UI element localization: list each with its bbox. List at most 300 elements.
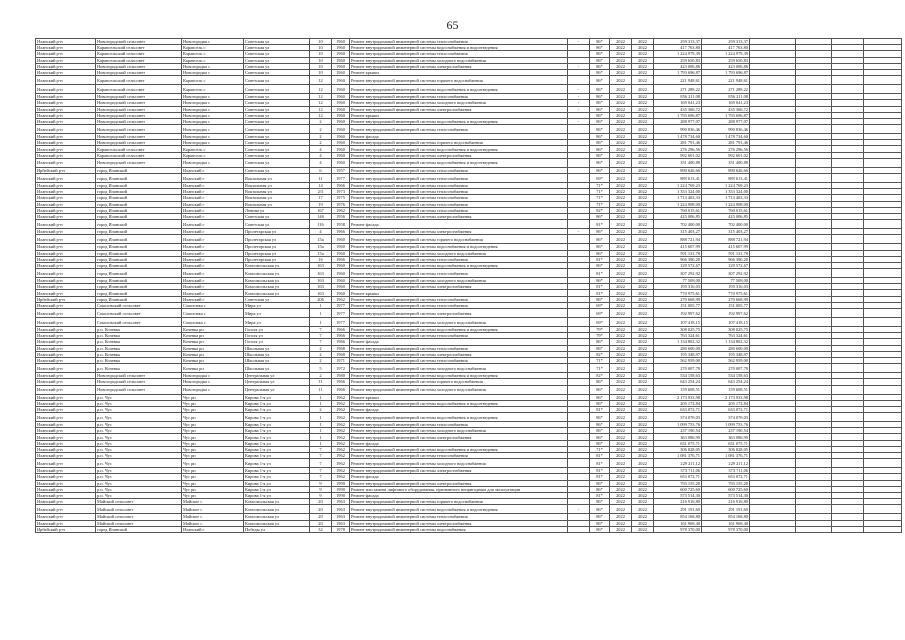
table-cell: 86* — [590, 250, 610, 256]
table-cell: 2022 — [610, 213, 632, 219]
table-cell: 86* — [590, 379, 610, 385]
table-cell: Советская ул — [244, 118, 310, 124]
table-row — [36, 158, 902, 167]
table-cell: город Иланский — [96, 229, 182, 235]
table-cell: 2022 — [632, 413, 654, 422]
table-cell: Иланский р-н — [36, 201, 96, 207]
empty-cell — [864, 125, 902, 134]
table-cell: 423 006,85 — [702, 213, 750, 219]
table-cell: Вокзальная ул — [244, 183, 310, 189]
table-cell: Новогородка с — [182, 385, 244, 394]
table-cell: 2022 — [632, 302, 654, 308]
table-cell: Ремонт внутридомовой инженерной системы теплоснабжения — [350, 51, 568, 57]
table-cell: Ремонт внутридомовой инженерной системы электроснабжения — [350, 434, 568, 440]
table-cell: 2022 — [610, 446, 632, 452]
table-cell: Карапсельский сельсовет — [96, 76, 182, 85]
table-cell: 1960 — [332, 158, 350, 167]
table-cell: 415 607,99 — [654, 244, 702, 250]
table-cell: Ремонт внутридомовой инженерной системы водоснабжения — [350, 526, 568, 532]
table-cell: Иланский р-н — [36, 499, 96, 505]
table-cell: 1962 — [332, 413, 350, 422]
table-cell: 315 403,27 — [702, 229, 750, 235]
table-cell: Пролетарская ул — [244, 250, 310, 256]
table-cell: город Иланский — [96, 201, 182, 207]
table-cell: Кирова 1-я ул — [244, 434, 310, 440]
table-cell: Иланский р-н — [36, 468, 96, 474]
table-cell: 2/5 — [310, 189, 332, 195]
table-cell: Иланский р-н — [36, 174, 96, 183]
table-cell: 653 072,71 — [702, 474, 750, 480]
empty-cell — [750, 125, 796, 134]
table-cell: 643 254,24 — [702, 379, 750, 385]
table-cell: Иланский р-н — [36, 333, 96, 339]
table-cell: 2022 — [632, 213, 654, 219]
table-cell: 2022 — [610, 296, 632, 302]
table-cell: город Иланский — [96, 256, 182, 262]
table-cell: Иланский р-н — [36, 357, 96, 363]
table-cell: 169 041,23 — [654, 100, 702, 106]
table-cell: Иланский р-н — [36, 428, 96, 434]
table-cell: Иланский р-н — [36, 106, 96, 112]
table-cell: Ремонт внутридомовой инженерной системы электроснабжения — [350, 520, 568, 526]
table-cell: 2022 — [610, 134, 632, 140]
table-cell: Ремонт внутридомовой инженерной системы теплоснабжения — [350, 296, 568, 302]
table-cell: Иланский г — [182, 278, 244, 284]
table-cell — [568, 125, 590, 134]
empty-cell — [832, 235, 864, 244]
table-cell: Ирбейский р-н — [36, 167, 96, 173]
table-cell: 2022 — [632, 125, 654, 134]
table-cell: Иланский р-н — [36, 486, 96, 492]
table-cell: 2022 — [610, 140, 632, 146]
table-cell: 5 — [310, 364, 332, 373]
table-cell: 1966 — [332, 229, 350, 235]
table-cell: 81* — [590, 468, 610, 474]
table-cell: 793 155,20 — [702, 480, 750, 486]
table-cell: - — [568, 39, 590, 45]
table-cell: Иланский р-н — [36, 379, 96, 385]
empty-cell — [796, 174, 832, 183]
table-cell: Чус рп — [182, 446, 244, 452]
table-cell: Иланский р-н — [36, 453, 96, 459]
empty-cell — [750, 309, 796, 318]
table-cell: 86* — [590, 514, 610, 520]
table-cell: Ремонт внутридомовой инженерной системы электроснабжения — [350, 213, 568, 219]
table-cell: Советская ул — [244, 39, 310, 45]
table-cell: 9 — [310, 480, 332, 486]
table-cell: 2022 — [610, 63, 632, 69]
table-cell: 856 211,08 — [702, 94, 750, 100]
table-cell: 2022 — [632, 468, 654, 474]
table-cell: 1 224 979,39 — [702, 51, 750, 57]
table-cell: Вокзальная ул — [244, 174, 310, 183]
table-cell: 653 072,71 — [654, 474, 702, 480]
table-cell: Иланский р-н — [36, 100, 96, 106]
table-cell: 633 072,71 — [654, 406, 702, 412]
table-cell: 159 608,51 — [702, 385, 750, 394]
empty-cell — [750, 76, 796, 85]
table-cell: 161 969,40 — [702, 520, 750, 526]
table-cell: Иланский г — [182, 284, 244, 290]
table-cell: 86* — [590, 440, 610, 446]
table-cell: Новогородка с — [182, 69, 244, 75]
table-cell: - — [568, 85, 590, 94]
table-cell: Иланский р-н — [36, 207, 96, 213]
table-cell: Иланский р-н — [36, 290, 96, 296]
table-cell: 15а — [310, 244, 332, 250]
table-cell: 2022 — [610, 434, 632, 440]
table-cell: 2022 — [632, 118, 654, 124]
table-cell: 2022 — [610, 284, 632, 290]
table-cell: 2022 — [632, 446, 654, 452]
table-cell: 86* — [590, 413, 610, 422]
table-cell: Ремонт внутридомовой инженерной системы горячего водоснабжения — [350, 76, 568, 85]
table-cell: 15а — [310, 235, 332, 244]
table-cell: 633 072,71 — [702, 406, 750, 412]
table-cell: Иланский р-н — [36, 339, 96, 345]
table-cell: 81* — [590, 220, 610, 229]
table-cell: 1960 — [332, 63, 350, 69]
table-cell: 10 — [310, 39, 332, 45]
table-cell: 2022 — [632, 235, 654, 244]
empty-cell — [864, 85, 902, 94]
table-cell: 1978 — [332, 526, 350, 532]
table-cell: 2022 — [632, 351, 654, 357]
table-cell: 1962 — [332, 453, 350, 459]
table-cell: 2022 — [632, 146, 654, 152]
table-cell: 1962 — [332, 440, 350, 446]
table-cell — [568, 220, 590, 229]
table-cell: 2 — [310, 134, 332, 140]
table-cell: 2022 — [632, 134, 654, 140]
table-cell: Кирова 1-я ул — [244, 480, 310, 486]
table-cell: 7 — [310, 459, 332, 468]
table-cell: 1966 — [332, 385, 350, 394]
table-cell: 2022 — [610, 440, 632, 446]
table-cell: 1 — [310, 318, 332, 327]
table-cell: 990 836,46 — [654, 125, 702, 134]
table-cell: 2 — [310, 345, 332, 351]
table-cell: 11 — [310, 379, 332, 385]
table-cell: 643 254,24 — [654, 379, 702, 385]
table-cell: 206 — [310, 296, 332, 302]
table-cell: Иланский р-н — [36, 474, 96, 480]
table-cell: 288 977,07 — [654, 118, 702, 124]
table-cell: 423 006,85 — [654, 213, 702, 219]
table-cell: Соколовский сельсовет — [96, 318, 182, 327]
table-cell: 2022 — [610, 220, 632, 229]
table-cell: 86* — [590, 422, 610, 428]
table-cell: 1960 — [332, 244, 350, 250]
table-cell — [568, 526, 590, 532]
table-cell: Ремонт внутридомовой инженерной системы водоснабжения и водоотведения — [350, 400, 568, 406]
table-cell: 2022 — [632, 262, 654, 268]
table-cell: 1963 — [332, 520, 350, 526]
table-cell: 195 316,03 — [702, 284, 750, 290]
table-cell: 10 — [310, 45, 332, 51]
table-cell: Ремонт внутридомовой инженерной системы водоснабжения и водоотведения — [350, 373, 568, 379]
table-cell: 573 514,30 — [654, 492, 702, 498]
table-cell: Гоголя ул — [244, 333, 310, 339]
table-cell: город Иланский — [96, 189, 182, 195]
table-cell: 259 650,83 — [654, 57, 702, 63]
table-cell: Иланский р-н — [36, 327, 96, 333]
table-cell: 600 725,60 — [654, 486, 702, 492]
table-cell: Советская ул — [244, 296, 310, 302]
table-cell: 351 400,88 — [702, 158, 750, 167]
table-cell: 12 — [310, 100, 332, 106]
table-cell: 1962 — [332, 468, 350, 474]
table-cell: город Иланский — [96, 244, 182, 250]
table-cell: 71* — [590, 201, 610, 207]
table-cell: 2022 — [632, 520, 654, 526]
table-cell: 2 — [310, 118, 332, 124]
table-cell: Иланский р-н — [36, 302, 96, 308]
empty-cell — [796, 505, 832, 514]
table-cell: 1960 — [332, 118, 350, 124]
table-cell: 82* — [590, 207, 610, 213]
table-cell: 562 959,00 — [702, 357, 750, 363]
table-cell: 276 296,56 — [654, 146, 702, 152]
table-cell: 2022 — [610, 235, 632, 244]
table-cell: Ремонт внутридомовой инженерной системы теплоснабжения — [350, 189, 568, 195]
table-cell: 7 — [310, 468, 332, 474]
table-cell: 1960 — [332, 125, 350, 134]
empty-cell — [864, 220, 902, 229]
table-cell: 71* — [590, 189, 610, 195]
table-cell: Советская ул — [244, 112, 310, 118]
table-cell: Чус рп — [182, 406, 244, 412]
table-cell: Гоголя ул — [244, 327, 310, 333]
empty-cell — [864, 459, 902, 468]
table-cell: Ремонт фасада — [350, 440, 568, 446]
table-cell: 11 — [310, 385, 332, 394]
table-cell: 205 172,84 — [702, 400, 750, 406]
table-cell: Кочевка рп — [182, 339, 244, 345]
empty-cell — [750, 505, 796, 514]
table-cell: 82* — [590, 351, 610, 357]
table-cell — [568, 235, 590, 244]
table-cell: р.п. Чус — [96, 453, 182, 459]
table-cell: 2022 — [632, 269, 654, 278]
empty-cell — [832, 174, 864, 183]
table-cell: Карапсельский сельсовет — [96, 51, 182, 57]
table-cell: 2022 — [632, 339, 654, 345]
table-cell: 1960 — [332, 290, 350, 296]
table-cell: 2022 — [632, 244, 654, 250]
table-cell: 163 — [310, 284, 332, 290]
table-cell: 2022 — [610, 69, 632, 75]
table-cell: 2022 — [610, 76, 632, 85]
table-cell: 192 997,62 — [654, 309, 702, 318]
table-cell: Ремонт внутридомовой инженерной системы водоснабжения и водоотведения — [350, 262, 568, 268]
table-cell: 1960 — [332, 269, 350, 278]
table-cell: 81* — [590, 474, 610, 480]
table-cell: 2022 — [632, 106, 654, 112]
table-cell: 1 — [310, 302, 332, 308]
empty-cell — [864, 526, 902, 532]
table-cell: 86* — [590, 213, 610, 219]
table-row — [36, 526, 902, 532]
table-cell: Ремонт внутридомовой инженерной системы теплоснабжения — [350, 167, 568, 173]
table-cell: Ремонт внутридомовой инженерной системы теплоснабжения — [350, 333, 568, 339]
table-cell: 1 — [310, 428, 332, 434]
table-row — [36, 364, 902, 373]
repair-program-table — [35, 38, 902, 533]
table-cell: 1960 — [332, 57, 350, 63]
table-cell: Ремонт внутридомовой инженерной системы горячего водоснабжения — [350, 140, 568, 146]
table-cell: Чус рп — [182, 459, 244, 468]
table-cell: 1960 — [332, 106, 350, 112]
table-cell: 20 — [310, 505, 332, 514]
table-cell: 2022 — [632, 45, 654, 51]
table-cell: 86* — [590, 57, 610, 63]
table-cell: 2022 — [610, 486, 632, 492]
table-cell: 2022 — [610, 100, 632, 106]
table-cell: 1962 — [332, 400, 350, 406]
table-cell: Ремонт внутридомовой инженерной системы холодного водоснабжения — [350, 364, 568, 373]
table-cell: Ремонт внутридомовой инженерной системы водоснабжения и водоотведения — [350, 413, 568, 422]
table-cell: 229 211,12 — [654, 459, 702, 468]
table-cell: 1977 — [332, 302, 350, 308]
table-cell: Иланский р-н — [36, 51, 96, 57]
table-cell: 192 997,62 — [702, 309, 750, 318]
table-cell: Иланский р-н — [36, 422, 96, 428]
table-cell: 307 292,92 — [654, 269, 702, 278]
table-cell: Новогородский сельсовет — [96, 63, 182, 69]
table-cell: 1962 — [332, 207, 350, 213]
table-cell: Иланский р-н — [36, 269, 96, 278]
table-cell: Майское с — [182, 520, 244, 526]
table-cell: 221 948,61 — [654, 76, 702, 85]
table-cell: 1960 — [332, 262, 350, 268]
empty-cell — [750, 364, 796, 373]
table-cell: 423 006,86 — [702, 63, 750, 69]
table-cell: Майский сельсовет — [96, 505, 182, 514]
empty-cell — [796, 85, 832, 94]
table-cell: 86* — [590, 400, 610, 406]
table-cell: Кирова 1-я ул — [244, 446, 310, 452]
table-cell: 1960 — [332, 69, 350, 75]
table-cell: 2022 — [632, 499, 654, 505]
table-cell: 86* — [590, 125, 610, 134]
table-cell: 2022 — [632, 514, 654, 520]
table-cell: Ремонт внутридомовой инженерной системы теплоснабжения — [350, 195, 568, 201]
table-cell: Ремонт внутридомовой инженерной системы электроснабжения — [350, 152, 568, 158]
table-cell: Новогородский сельсовет — [96, 39, 182, 45]
table-cell: 1 081 376,71 — [702, 453, 750, 459]
table-cell: 1 713 403,33 — [654, 195, 702, 201]
table-cell: Иланский г — [182, 256, 244, 262]
table-cell: 86* — [590, 339, 610, 345]
table-cell: Иланский г — [182, 195, 244, 201]
table-cell: 1960 — [332, 85, 350, 94]
table-cell: р.п. Чус — [96, 474, 182, 480]
table-cell: 1956 — [332, 213, 350, 219]
table-cell: Иланский р-н — [36, 446, 96, 452]
table-cell: Иланский р-н — [36, 39, 96, 45]
table-cell: Советская ул — [244, 63, 310, 69]
table-cell: 12 — [310, 106, 332, 112]
table-cell: Иланский р-н — [36, 400, 96, 406]
table-cell: 6 — [310, 167, 332, 173]
table-cell: 308 025,75 — [654, 327, 702, 333]
table-cell: Советская ул — [244, 213, 310, 219]
table-row — [36, 125, 902, 134]
table-cell: 270 668,99 — [654, 296, 702, 302]
table-cell: 86* — [590, 235, 610, 244]
table-cell: р.п. Чус — [96, 440, 182, 446]
table-cell: 2022 — [610, 514, 632, 520]
table-cell: 1990 — [332, 486, 350, 492]
empty-cell — [750, 318, 796, 327]
table-cell — [568, 385, 590, 394]
table-cell: Ремонт крыши — [350, 394, 568, 400]
table-cell: р.п. Кочевка — [96, 333, 182, 339]
table-cell: 600 725,60 — [702, 486, 750, 492]
table-cell: 2022 — [610, 474, 632, 480]
table-cell: Ремонт внутридомовой инженерной системы водоснабжения и водоотведения — [350, 158, 568, 167]
empty-cell — [864, 76, 902, 85]
table-cell: 161 969,40 — [654, 520, 702, 526]
table-cell: 2022 — [632, 422, 654, 428]
table-cell: Иланский г — [182, 526, 244, 532]
table-cell: 1 — [310, 394, 332, 400]
table-cell: 4 — [310, 152, 332, 158]
table-cell: Иланский р-н — [36, 76, 96, 85]
table-cell: Кочевка рп — [182, 351, 244, 357]
table-cell: Иланский р-н — [36, 394, 96, 400]
table-cell: Иланский р-н — [36, 183, 96, 189]
table-cell: 2022 — [632, 486, 654, 492]
table-cell: 291 191,60 — [654, 505, 702, 514]
table-cell: 2022 — [610, 345, 632, 351]
table-cell: р.п. Кочевка — [96, 364, 182, 373]
table-cell: 978 370,00 — [702, 526, 750, 532]
table-cell: 2022 — [610, 459, 632, 468]
table-cell: 591 131,78 — [702, 250, 750, 256]
table-cell: 2022 — [632, 309, 654, 318]
table-cell: Иланский р-н — [36, 256, 96, 262]
table-row — [36, 413, 902, 422]
table-cell: 2022 — [632, 333, 654, 339]
table-cell: Ремонт внутридомовой инженерной системы горячего водоснабжения — [350, 235, 568, 244]
table-cell: 2 — [310, 125, 332, 134]
table-cell: Ремонт внутридомовой инженерной системы теплоснабжения — [350, 453, 568, 459]
table-cell: Иланский р-н — [36, 440, 96, 446]
table-cell: Центральная ул — [244, 379, 310, 385]
table-cell: 889 613,41 — [702, 174, 750, 183]
table-cell: 2022 — [610, 413, 632, 422]
table-cell: 1990 — [332, 492, 350, 498]
table-cell: Кирова 1-я ул — [244, 453, 310, 459]
table-cell: Кирова 1-я ул — [244, 468, 310, 474]
table-cell: Чус рп — [182, 453, 244, 459]
empty-cell — [796, 385, 832, 394]
table-cell: 2022 — [632, 112, 654, 118]
table-cell: 86* — [590, 428, 610, 434]
table-cell: 1960 — [332, 250, 350, 256]
table-cell: 2022 — [632, 51, 654, 57]
table-cell: 86* — [590, 244, 610, 250]
table-cell: Ремонт крыши — [350, 112, 568, 118]
table-cell: Кочевка рп — [182, 364, 244, 373]
empty-cell — [832, 158, 864, 167]
table-cell: - — [568, 106, 590, 112]
table-cell: 86* — [590, 434, 610, 440]
table-cell: 69* — [590, 174, 610, 183]
table-cell: 1 — [310, 413, 332, 422]
